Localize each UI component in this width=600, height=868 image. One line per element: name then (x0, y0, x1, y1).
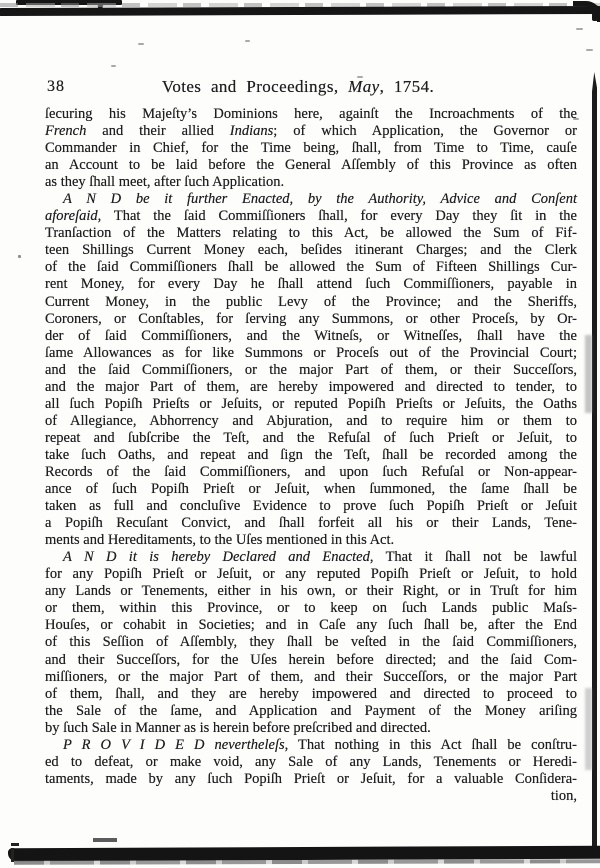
roman-text: Records of the ſaid Commiſſioners, and upon ſuch Refuſal or Non-appear- (45, 463, 577, 480)
roman-text: for any Popiſh Prieſt or Jeſuit, or any reputed Popiſh Prieſt or Jeſuit, to hold (45, 566, 577, 583)
scan-artifact-bottom-left-tick (11, 843, 19, 846)
scan-artifact-speck (18, 255, 21, 258)
scan-artifact-bottom-left-tick (11, 848, 14, 862)
page-text (45, 106, 577, 805)
roman-text: der of ſaid Commiſſioners, and the Witneſs, or Witneſſes, ſhall have the (45, 327, 577, 344)
text-line (45, 566, 577, 583)
text-line (45, 396, 577, 413)
text-line (45, 686, 577, 703)
roman-text: any Lands or Tenements, either in his own, or their Right, or in Truſt for him (45, 583, 577, 600)
text-line (45, 549, 577, 566)
roman-text: by ſuch Sale in Manner as is herein before preſcribed and directed. (45, 719, 431, 736)
text-line (45, 294, 577, 311)
roman-text: all ſuch Popiſh Prieſts or Jeſuits, or reputed Popiſh Prieſts or Jeſuits, the Oaths (45, 395, 577, 412)
text-line (45, 430, 577, 447)
roman-text: a Popiſh Recuſant Convict, and ſhall forfeit all his or their Lands, Tene- (45, 515, 577, 532)
roman-text: ments and Hereditaments, to the Uſes mentioned in this Act. (45, 532, 395, 549)
roman-text: an Account to be laid before the General Aſſembly of this Province as often (45, 157, 577, 174)
roman-text: taken as full and concluſive Evidence to prove ſuch Popiſh Prieſt or Jeſuit (45, 498, 577, 515)
text-line (45, 532, 577, 549)
roman-text: , That nothing in this Act ſhall be conſtru- (284, 736, 578, 753)
text-line (45, 362, 577, 379)
scan-artifact-top-right-nub (592, 13, 598, 21)
text-line (45, 191, 577, 208)
text-line (45, 328, 577, 345)
italic-text: French (45, 123, 87, 140)
roman-text: Commander in Chief, for the Time being, ſhall, from Time to Time, cauſe (45, 140, 577, 157)
italic-text: A N D be it further Enacted, by the Authority, Advice and Conſent (63, 191, 577, 208)
roman-text: take ſuch Oaths, and repeat and ſign the Teſt, ſhall be recorded among the (45, 446, 577, 463)
roman-text: of the ſaid Commiſſioners ſhall be allowed the Sum of Fifteen Shillings Cur- (45, 259, 577, 276)
text-line (45, 157, 577, 174)
roman-text: ed to defeat, or make void, any Sale of any Lands, Tenements or Heredi- (45, 753, 577, 770)
text-line (45, 771, 577, 788)
roman-text: of them, ſhall, and they are hereby impowered and directed to proceed to (45, 685, 577, 702)
text-line (45, 583, 577, 600)
text-line (45, 259, 577, 276)
italic-text: May (348, 77, 380, 96)
scan-artifact-speck (586, 49, 593, 51)
scan-artifact-speck (111, 65, 116, 67)
text-line (45, 447, 577, 464)
page-header (45, 77, 577, 99)
text-line (45, 481, 577, 498)
roman-text: teen Shillings Current Money each, beſides itinerant Charges; and the Clerk (45, 242, 577, 259)
italic-text: A N D it is hereby Declared and Enacted (63, 549, 370, 566)
page-number: 38 (47, 78, 65, 95)
text-line (45, 669, 577, 686)
text-line (45, 754, 577, 771)
text-line (45, 737, 577, 754)
scan-artifact-top-bar (0, 6, 600, 16)
roman-text: Current Money, in the public Levy of the Province; and the Sheriffs, (45, 293, 577, 310)
text-line (45, 276, 577, 293)
roman-text: Coroners, or Conſtables, for ſerving any Summons, or other Proceſs, by Or- (45, 310, 577, 327)
roman-text: tion, (550, 787, 577, 804)
text-line (45, 720, 577, 737)
roman-text: ance of ſuch Popiſh Prieſt or Jeſuit, when ſummoned, the ſame ſhall be (45, 481, 577, 498)
roman-text: , 1754. (379, 77, 435, 96)
running-title (45, 77, 577, 97)
italic-text: Indians (229, 123, 274, 140)
scan-artifact-speck (138, 43, 144, 45)
roman-text: ſame Allowances as for like Summons or Proceſs out of the Provincial Court; (45, 344, 577, 361)
text-line (45, 174, 577, 191)
text-line (45, 515, 577, 532)
scan-artifact-bottom-fragment (93, 838, 117, 842)
text-line (45, 225, 577, 242)
text-line (45, 703, 577, 720)
scan-artifact-smudge (585, 688, 592, 770)
scan-artifact-bottom-noise-band (14, 859, 600, 865)
roman-text: as they ſhall meet, after ſuch Application. (45, 174, 285, 191)
italic-text: aforeſaid (45, 208, 98, 225)
roman-text: Tranſaction of the Matters relating to this Act, be allowed the Sum of Fif- (45, 225, 577, 242)
text-line (45, 788, 577, 805)
roman-text: repeat and ſubſcribe the Teſt, and the Refuſal of ſuch Prieſt or Jeſuit, to (45, 429, 577, 446)
roman-text: of Allegiance, Abhorrency and Abjuration, and to require him or them to (45, 412, 577, 429)
scan-artifact-speck (245, 40, 250, 42)
text-line (45, 600, 577, 617)
roman-text: taments, made by any ſuch Popiſh Prieſt or Jeſuit, for a valuable Conſidera- (45, 770, 577, 787)
italic-text: P R O V I D E D nevertheleſs (63, 736, 285, 753)
text-line (45, 208, 577, 225)
roman-text: , That it ſhall not be lawful (369, 549, 577, 566)
roman-text: Votes and Proceedings, (161, 77, 349, 96)
text-line (45, 617, 577, 634)
roman-text: , That the ſaid Commiſſioners ſhall, for every Day they ſit in the (97, 208, 577, 225)
text-line (45, 413, 577, 430)
scan-artifact-smudge (585, 335, 592, 413)
roman-text: ſecuring his Majeſty’s Dominions here, againſt the Incroachments of the (45, 106, 577, 122)
text-line (45, 345, 577, 362)
text-line (45, 464, 577, 481)
roman-text: and their Succeſſors, for the Uſes herein before directed; and the ſaid Com- (45, 651, 577, 668)
text-line (45, 140, 577, 157)
roman-text: and the major Part of them, are hereby impowered and directed to tender, to (45, 378, 577, 395)
roman-text: and their allied (86, 123, 230, 140)
scan-artifact-right-page-edge (592, 72, 597, 852)
roman-text: ; of which Application, the Governor or (273, 123, 577, 140)
text-line (45, 106, 577, 123)
roman-text: the Sale of the ſame, and Application and Payment of the Money ariſing (45, 702, 577, 719)
text-line (45, 379, 577, 396)
text-line (45, 652, 577, 669)
text-line (45, 498, 577, 515)
roman-text: miſſioners, or the major Part of them, and their Succeſſors, or the major Part (45, 668, 577, 685)
text-line (45, 242, 577, 259)
text-line (45, 634, 577, 651)
text-line (45, 311, 577, 328)
roman-text: of this Seſſion of Aſſembly, they ſhall be veſted in the ſaid Commiſſioners, (45, 634, 577, 651)
roman-text: or them, within this Province, or to keep on ſuch Lands public Maſs- (45, 600, 577, 617)
text-line (45, 123, 577, 140)
roman-text: rent Money, for every Day he ſhall attend ſuch Commiſſioners, payable in (45, 276, 577, 293)
roman-text: Houſes, or cohabit in Societies; and in Caſe any ſuch ſhall be, after the End (45, 617, 577, 634)
scan-artifact-speck (576, 28, 583, 30)
roman-text: and the ſaid Commiſſioners, or the major Part of them, or their Succeſſors, (45, 361, 577, 378)
